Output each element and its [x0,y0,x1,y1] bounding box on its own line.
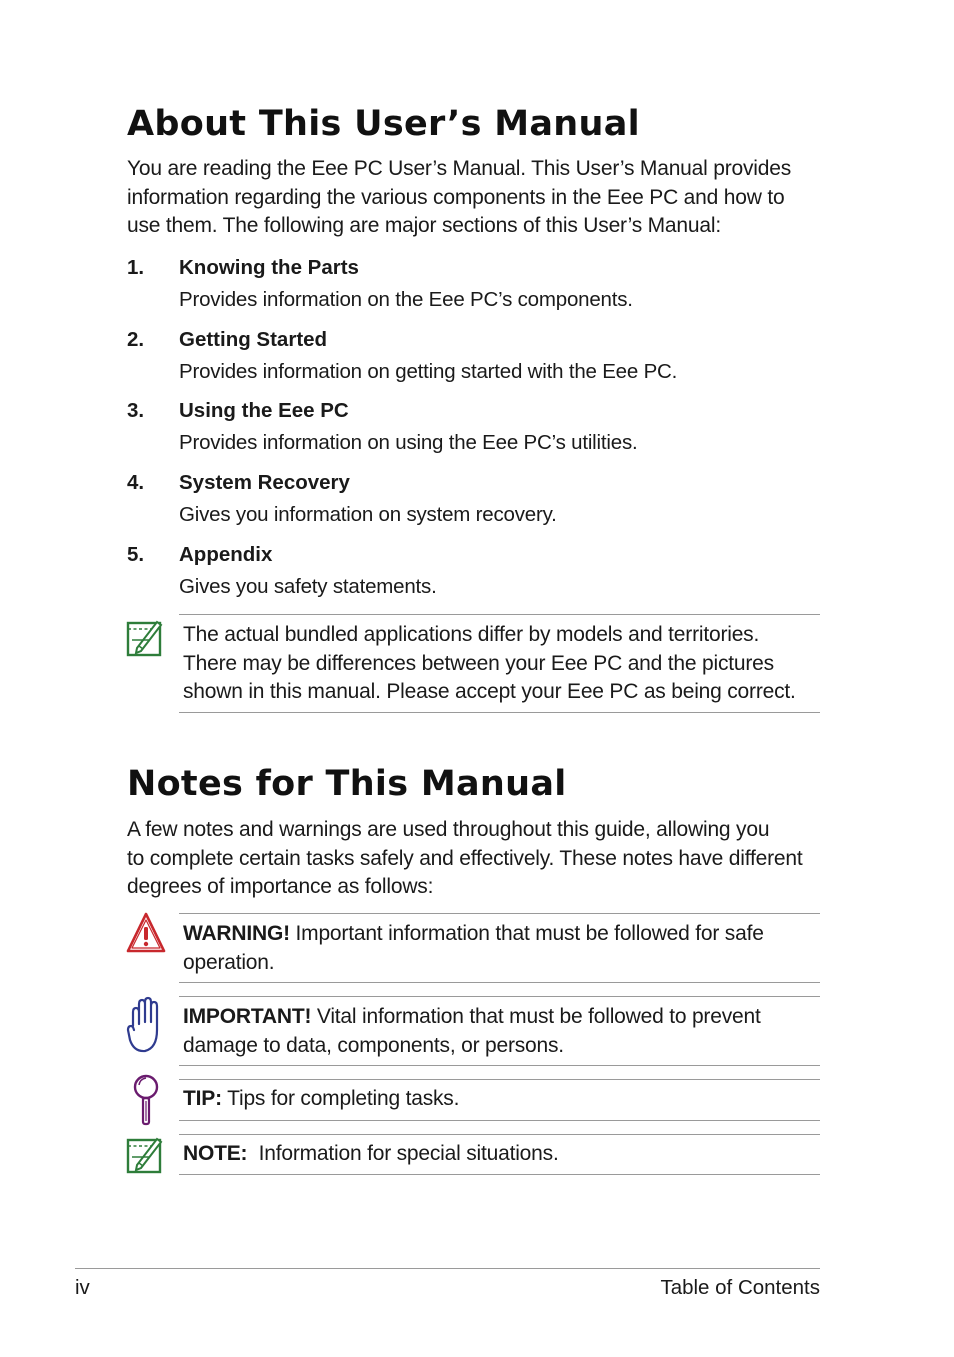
divider [179,996,820,997]
divider [179,712,820,713]
about-note-text [183,621,823,707]
notes-heading: Notes for This Manual [127,764,567,804]
important-hand-icon [125,996,167,1061]
tip-magnifier-icon [125,1073,167,1132]
tip-text [183,1085,823,1114]
note-line: The actual bundled applications differ by models and territories. [183,623,760,646]
section-title: Knowing the Parts [179,256,359,279]
note-pencil-icon [125,1133,165,1180]
divider [179,1120,820,1121]
divider [179,982,820,983]
warning-triangle-icon [125,911,167,962]
section-number: 2. [127,328,145,351]
section-number: 5. [127,543,145,566]
footer-section-title: Table of Contents [660,1276,820,1299]
divider [179,1174,820,1175]
section-description: Gives you safety statements. [179,575,437,598]
divider [179,1065,820,1066]
note-pencil-icon [125,616,165,663]
about-intro-line: information regarding the various components in the Eee PC and how to [127,185,785,209]
section-description: Provides information on the Eee PC’s components. [179,288,633,311]
notes-intro-line: A few notes and warnings are used throughout this guide, allowing you [127,818,770,841]
divider [179,1079,820,1080]
section-title: System Recovery [179,471,350,494]
divider [179,1134,820,1135]
section-description: Provides information on using the Eee PC’s utilities. [179,431,638,454]
tip-line [183,1085,823,1114]
divider [179,614,820,615]
notes-intro-line: degrees of importance as follows: [127,875,434,898]
about-intro [127,155,827,241]
tip-body: Tips for completing tasks. [221,1087,460,1110]
warning-text [183,920,823,977]
note-line [183,1140,823,1169]
section-title: Getting Started [179,328,328,351]
section-description: Provides information on getting started with the Eee PC. [179,360,678,383]
note-text [183,1140,823,1169]
note-body: Information for special situations. [247,1142,559,1165]
important-line [183,1003,823,1032]
important-label: IMPORTANT! [183,1005,312,1028]
about-heading: About This User’s Manual [127,104,640,144]
warning-label: WARNING! [183,922,290,945]
important-line: damage to data, components, or persons. [183,1033,564,1057]
notes-intro-line: to complete certain tasks safely and effectively. These notes have different [127,846,803,870]
section-title: Using the Eee PC [179,399,349,422]
section-number: 3. [127,399,145,422]
section-title: Appendix [179,543,273,566]
section-number: 4. [127,471,145,494]
warning-body: Important information that must be followed for safe [289,922,764,945]
note-line: shown in this manual. Please accept your Eee PC as being correct. [183,680,796,703]
tip-label: TIP: [183,1087,222,1110]
footer-divider [75,1268,820,1269]
page-number: iv [75,1276,90,1299]
about-intro-line: You are reading the Eee PC User’s Manual. This User’s Manual provides [127,157,792,180]
divider [179,913,820,914]
note-label: NOTE: [183,1142,248,1165]
important-body: Vital information that must be followed to prevent [311,1005,761,1028]
notes-intro [127,816,827,902]
section-description: Gives you information on system recovery. [179,503,557,526]
warning-line [183,920,823,949]
about-intro-line: use them. The following are major sections of this User’s Manual: [127,214,721,237]
section-number: 1. [127,256,145,279]
important-text [183,1003,823,1060]
note-line: There may be differences between your Eee PC and the pictures [183,651,774,675]
warning-line: operation. [183,950,275,974]
